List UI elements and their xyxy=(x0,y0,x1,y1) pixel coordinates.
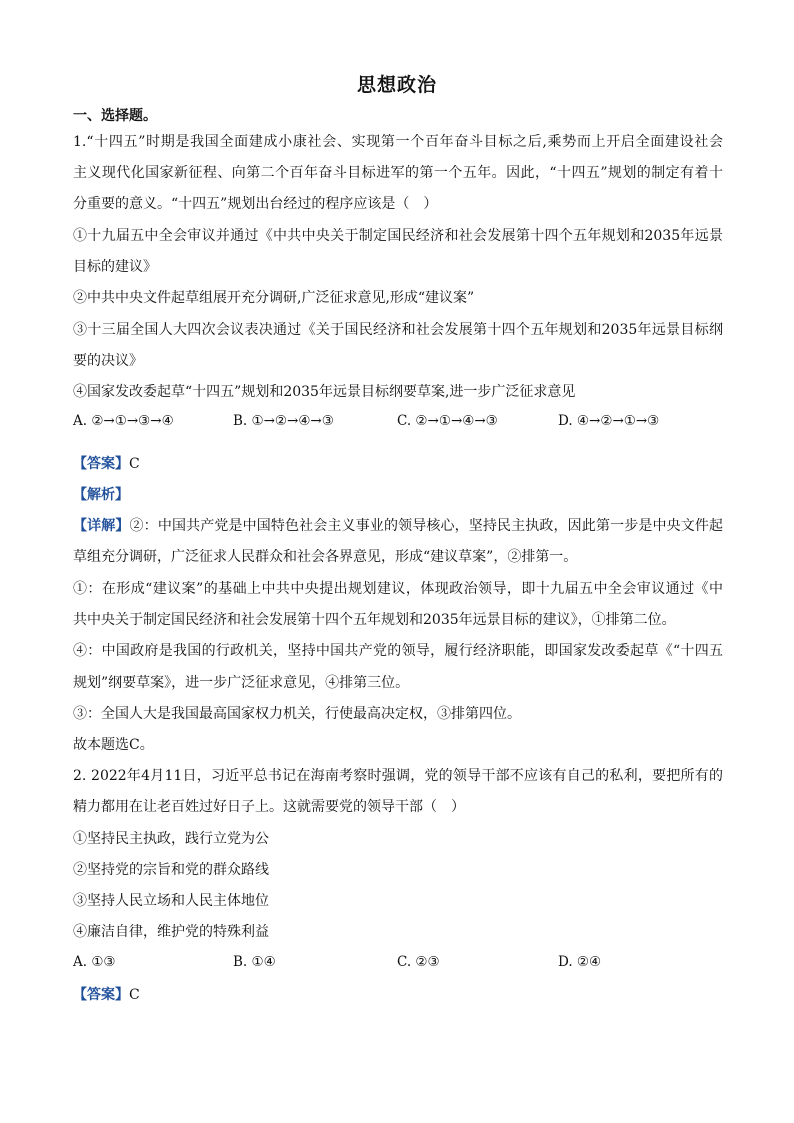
q1-item: ③十三届全国人大四次会议表决通过《关于国民经济和社会发展第十四个五年规划和2035年远景目标纲 xyxy=(73,322,723,338)
q1-option-c: C. ②→①→④→③ xyxy=(397,413,498,429)
q1-analysis-line: ④：中国政府是我国的行政机关，坚持中国共产党的领导，履行经济职能，即国家发改委起草《“十四五 xyxy=(73,643,723,659)
analysis-label: 【解析】 xyxy=(73,487,129,503)
answer-value: C xyxy=(129,987,140,1003)
q2-answer xyxy=(73,985,723,1005)
q1-item: 目标的建议》 xyxy=(73,259,157,275)
q2-item: ②坚持党的宗旨和党的群众路线 xyxy=(73,862,269,878)
q1-option-b: B. ①→②→④→③ xyxy=(233,413,334,429)
q1-analysis-line: 草组充分调研，广泛征求人民群众和社会各界意见，形成“建议草案”，②排第一。 xyxy=(73,549,578,565)
page-title: 思想政治 xyxy=(356,74,437,96)
answer-label: 【答案】 xyxy=(73,456,129,472)
q1-item: ④国家发改委起草“十四五”规划和2035年远景目标纲要草案,进一步广泛征求意见 xyxy=(73,384,576,400)
q1-conclusion: 故本题选C。 xyxy=(73,737,154,753)
q2-option-d: D. ②④ xyxy=(558,954,602,970)
q2-option-c: C. ②③ xyxy=(397,954,440,970)
q1-analysis-heading xyxy=(73,485,723,505)
q2-item: ①坚持民主执政，践行立党为公 xyxy=(73,831,269,847)
q1-analysis-line: ③：全国人大是我国最高国家权力机关，行使最高决定权，③排第四位。 xyxy=(73,706,521,722)
q1-analysis-line xyxy=(73,516,723,536)
q2-option-a: A. ①③ xyxy=(73,954,116,970)
q1-item: ①十九届五中全会审议并通过《中共中央关于制定国民经济和社会发展第十四个五年规划和2035年远景 xyxy=(73,228,723,244)
q1-analysis-line: 共中央关于制定国民经济和社会发展第十四个五年规划和2035年远景目标的建议》，①排第二位。 xyxy=(73,612,676,628)
q1-analysis-line: ①：在形成“建议案”的基础上中共中央提出规划建议，体现政治领导，即十九届五中全会审议通过《中 xyxy=(73,581,723,597)
answer-label: 【答案】 xyxy=(73,987,129,1003)
q1-stem-line: 主义现代化国家新征程、向第二个百年奋斗目标进军的第一个五年。因此，“十四五”规划的制定有着十 xyxy=(73,165,723,181)
q2-stem-line: 2. 2022年4月11日，习近平总书记在海南考察时强调，党的领导干部不应该有自己的私利，要把所有的 xyxy=(73,768,723,784)
q1-item: 要的决议》 xyxy=(73,353,143,369)
q2-item: ③坚持人民立场和人民主体地位 xyxy=(73,893,269,909)
q2-item: ④廉洁自律，维护党的特殊利益 xyxy=(73,924,269,940)
q1-option-a: A. ②→①→③→④ xyxy=(73,413,174,429)
answer-value: C xyxy=(129,456,140,472)
q1-answer xyxy=(73,454,723,474)
section-heading: 一、选择题。 xyxy=(73,108,157,124)
q1-item: ②中共中央文件起草组展开充分调研,广泛征求意见,形成“建议案” xyxy=(73,290,475,306)
q1-analysis-line: 规划”纲要草案》，进一步广泛征求意见，④排第三位。 xyxy=(73,675,410,691)
q1-stem-line: 1.“十四五”时期是我国全面建成小康社会、实现第一个百年奋斗目标之后,乘势而上开启全面建设社会 xyxy=(73,134,723,150)
q2-option-b: B. ①④ xyxy=(233,954,276,970)
q1-option-d: D. ④→②→①→③ xyxy=(558,413,660,429)
q2-stem-line: 精力都用在让老百姓过好日子上。这就需要党的领导干部（ ） xyxy=(73,799,465,815)
analysis-text: ②：中国共产党是中国特色社会主义事业的领导核心，坚持民主执政，因此第一步是中央文件起 xyxy=(129,518,724,534)
q1-stem-line: 分重要的意义。“十四五”规划出台经过的程序应该是（ ） xyxy=(73,196,438,212)
detail-label: 【详解】 xyxy=(73,518,130,534)
